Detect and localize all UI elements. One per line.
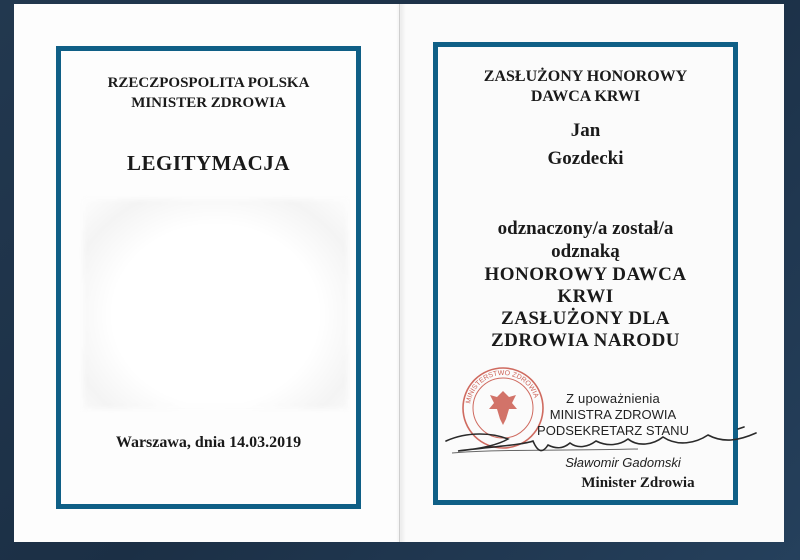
- issuer-country: RZECZPOSPOLITA POLSKA: [107, 75, 310, 91]
- svg-text:MINISTERSTWO ZDROWIA: MINISTERSTWO ZDROWIA: [465, 369, 540, 405]
- award-title-line1: ZASŁUŻONY HONOROWY: [483, 68, 688, 85]
- badge-name-line4: ZDROWIA NARODU: [490, 330, 681, 351]
- awarded-text-line1: odznaczony/a został/a: [497, 218, 674, 239]
- issuer-ministry: MINISTER ZDROWIA: [131, 95, 286, 111]
- place-and-date: Warszawa, dnia 14.03.2019: [115, 434, 302, 451]
- book-spine: [396, 4, 406, 542]
- right-page-border: [433, 42, 738, 505]
- redacted-area: [83, 199, 348, 409]
- holder-last-name: Gozdecki: [547, 148, 624, 169]
- badge-name-line2: KRWI: [557, 286, 614, 307]
- authorization-line1: Z upoważnienia: [566, 391, 660, 406]
- signatory-role: Minister Zdrowia: [581, 475, 695, 491]
- left-page-border: [56, 46, 361, 509]
- award-title-line2: DAWCA KRWI: [530, 88, 641, 105]
- authorization-line2: MINISTRA ZDROWIA: [549, 407, 677, 422]
- badge-name-line1: HONOROWY DAWCA: [484, 264, 687, 285]
- badge-name-line3: ZASŁUŻONY DLA: [501, 308, 670, 329]
- signatory-name: Sławomir Gadomski: [565, 455, 681, 470]
- holder-first-name: Jan: [570, 120, 601, 141]
- awarded-text-line2: odznaką: [551, 241, 620, 262]
- document-title: LEGITYMACJA: [126, 151, 290, 175]
- left-page: [14, 4, 400, 542]
- authorization-line3: PODSEKRETARZ STANU: [537, 423, 689, 438]
